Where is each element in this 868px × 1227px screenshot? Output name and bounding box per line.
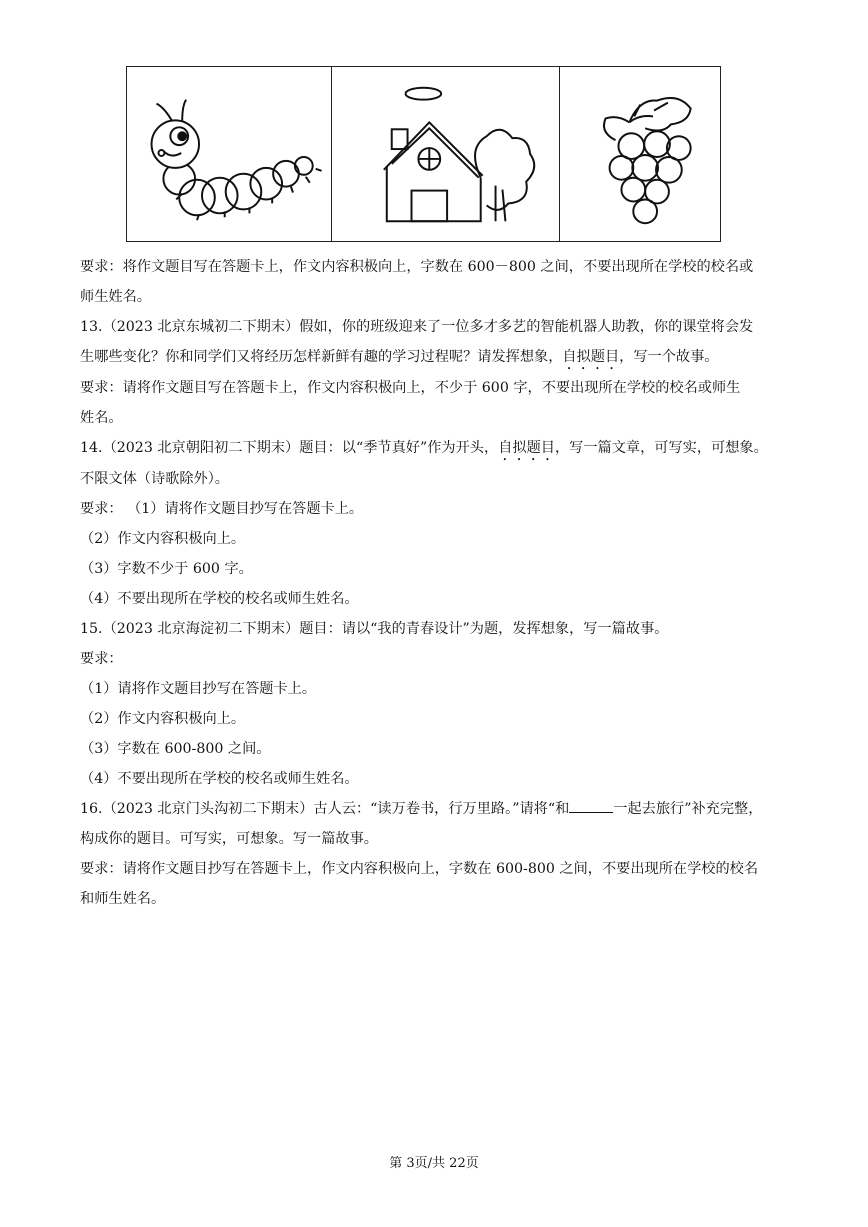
q13-line2 xyxy=(80,342,792,373)
q16-line2: 构成你的题目。可写实，可想象。写一篇故事。 xyxy=(80,831,378,847)
req16-line2: 和师生姓名。 xyxy=(80,891,166,907)
q16-line1-a: 16.（2023 北京门头沟初二下期末）古人云：“读万卷书，行万里路。”请将“和 xyxy=(80,801,570,817)
req15-line4: （4）不要出现所在学校的校名或师生姓名。 xyxy=(80,771,359,787)
req15-label: 要求： xyxy=(80,651,123,667)
req12-line1: 要求：将作文题目写在答题卡上，作文内容积极向上，字数在 600－800 之间，不要出现所在学校的校名或 xyxy=(80,259,754,275)
page-footer: 第 3页/共 22页 xyxy=(389,1156,479,1171)
grapes-image xyxy=(559,67,720,241)
image-table xyxy=(126,66,721,242)
q14-line1 xyxy=(80,433,792,464)
q16-line1 xyxy=(80,794,792,824)
fill-in-blank xyxy=(569,798,613,813)
caterpillar-image xyxy=(127,67,331,241)
req14-line4: （4）不要出现所在学校的校名或师生姓名。 xyxy=(80,591,359,607)
req15-line3: （3）字数在 600-800 之间。 xyxy=(80,741,271,757)
req14-line2: （2）作文内容积极向上。 xyxy=(80,531,246,547)
q14-line1-b: ，写一篇文章，可写实，可想象。 xyxy=(554,440,768,456)
req12-line2: 师生姓名。 xyxy=(80,289,151,305)
q15-line1: 15.（2023 北京海淀初二下期末）题目：请以“我的青春设计”为题，发挥想象，写一篇故事。 xyxy=(80,621,669,637)
q13-line2-b: ，写一个故事。 xyxy=(619,349,719,365)
q14-line2: 不限文体（诗歌除外）。 xyxy=(80,471,229,487)
req15-line2: （2）作文内容积极向上。 xyxy=(80,711,246,727)
req15-line1: （1）请将作文题目抄写在答题卡上。 xyxy=(80,681,317,697)
req13-line1: 要求：请将作文题目写在答题卡上，作文内容积极向上，不少于 600 字，不要出现所在学校的校名或师生 xyxy=(80,380,741,396)
q13-dotted-phrase: 自拟题目 xyxy=(562,349,620,365)
q14-dotted-phrase: 自拟题目 xyxy=(498,440,555,456)
q13-line2-a: 生哪些变化？你和同学们又将经历怎样新鲜有趣的学习过程呢？请发挥想象， xyxy=(80,349,563,365)
req16-line1: 要求：请将作文题目抄写在答题卡上，作文内容积极向上，字数在 600-800 之间，不要出现所在学校的校名 xyxy=(80,861,759,877)
q13-line1: 13.（2023 北京东城初二下期末）假如，你的班级迎来了一位多才多艺的智能机器人助教，你的课堂将会发 xyxy=(80,319,754,335)
house-image xyxy=(331,67,558,241)
req14-line1: 要求： （1）请将作文题目抄写在答题卡上。 xyxy=(80,501,364,517)
req14-line3: （3）字数不少于 600 字。 xyxy=(80,561,253,577)
req13-line2: 姓名。 xyxy=(80,410,123,426)
q14-line1-a: 14.（2023 北京朝阳初二下期末）题目：以“季节真好”作为开头， xyxy=(80,440,499,456)
question-text xyxy=(80,252,792,914)
q16-line1-b: 一起去旅行”补充完整， xyxy=(613,801,763,817)
